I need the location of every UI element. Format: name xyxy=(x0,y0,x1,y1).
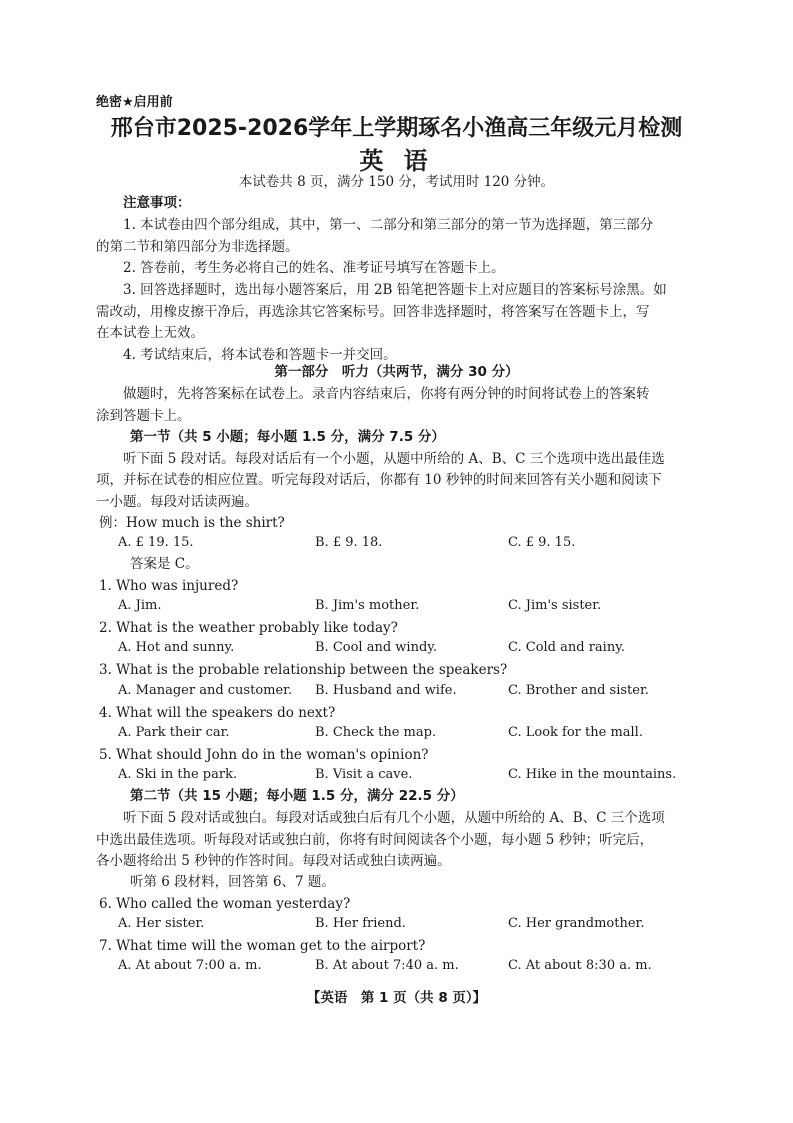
question-1-option-b: B. Jim's mother. xyxy=(315,598,420,613)
notice-line: 3. 回答选择题时，选出每小题答案后，用 2B 铅笔把答题卡上对应题目的答案标号涂黑。如 xyxy=(123,282,667,298)
question-7-option-b: B. At about 7:40 a. m. xyxy=(315,958,459,973)
question-6-option-a: A. Her sister. xyxy=(118,916,205,931)
question-4: 4. What will the speakers do next? xyxy=(99,705,336,721)
example-option-c: C. £ 9. 15. xyxy=(508,535,576,550)
question-5-option-a: A. Ski in the park. xyxy=(118,767,238,782)
part1-heading: 第一部分 听力（共两节，满分 30 分） xyxy=(274,364,519,380)
confidential-mark: 绝密★启用前 xyxy=(96,95,173,110)
section2-heading: 第二节（共 15 小题；每小题 1.5 分，满分 22.5 分） xyxy=(130,788,464,804)
question-1-option-a: A. Jim. xyxy=(118,598,162,613)
question-3-option-c: C. Brother and sister. xyxy=(508,683,649,698)
question-4-option-b: B. Check the map. xyxy=(315,725,437,740)
question-3-option-b: B. Husband and wife. xyxy=(315,683,457,698)
question-5: 5. What should John do in the woman's opinion? xyxy=(99,747,429,763)
notice-line: 需改动，用橡皮擦干净后，再选涂其它答案标号。回答非选择题时，将答案写在答题卡上，写 xyxy=(96,304,650,320)
notice-line: 在本试卷上无效。 xyxy=(96,325,204,341)
question-2: 2. What is the weather probably like today? xyxy=(99,620,398,636)
material-note: 听第 6 段材料，回答第 6、7 题。 xyxy=(130,874,335,890)
section2-intro: 各小题将给出 5 秒钟的作答时间。每段对话或独白读两遍。 xyxy=(96,853,451,869)
question-1-option-c: C. Jim's sister. xyxy=(508,598,602,613)
part1-intro: 涂到答题卡上。 xyxy=(96,408,191,424)
page-footer: 【英语 第 1 页（共 8 页）】 xyxy=(306,990,487,1006)
example-option-a: A. £ 19. 15. xyxy=(118,535,194,550)
notice-line: 4. 考试结束后，将本试卷和答题卡一并交回。 xyxy=(123,347,397,363)
question-6-option-b: B. Her friend. xyxy=(315,916,406,931)
notice-heading: 注意事项： xyxy=(123,195,191,211)
example-question: 例：How much is the shirt? xyxy=(99,515,285,531)
question-2-option-a: A. Hot and sunny. xyxy=(118,640,235,655)
example-answer: 答案是 C。 xyxy=(130,556,199,572)
question-2-option-c: C. Cold and rainy. xyxy=(508,640,625,655)
question-4-option-c: C. Look for the mall. xyxy=(508,725,643,740)
section1-intro: 项，并标在试卷的相应位置。听完每段对话后，你都有 10 秒钟的时间来回答有关小题和阅读下 xyxy=(96,472,662,488)
question-7: 7. What time will the woman get to the airport? xyxy=(99,938,426,954)
question-6-option-c: C. Her grandmother. xyxy=(508,916,645,931)
section1-intro: 一小题。每段对话读两遍。 xyxy=(96,494,258,510)
exam-title: 邢台市2025-2026学年上学期琢名小渔高三年级元月检测 xyxy=(110,116,683,141)
notice-line: 1. 本试卷由四个部分组成，其中，第一、二部分和第三部分的第一节为选择题，第三部分 xyxy=(123,217,654,233)
subject-title: 英 语 xyxy=(359,147,434,175)
exam-info: 本试卷共 8 页，满分 150 分，考试用时 120 分钟。 xyxy=(238,174,555,190)
question-1: 1. Who was injured? xyxy=(99,578,239,594)
question-3-option-a: A. Manager and customer. xyxy=(118,683,293,698)
question-5-option-b: B. Visit a cave. xyxy=(315,767,413,782)
question-6: 6. Who called the woman yesterday? xyxy=(99,896,351,912)
part1-intro: 做题时，先将答案标在试卷上。录音内容结束后，你将有两分钟的时间将试卷上的答案转 xyxy=(123,386,650,402)
section1-heading: 第一节（共 5 小题；每小题 1.5 分，满分 7.5 分） xyxy=(130,429,445,445)
question-3: 3. What is the probable relationship between the speakers? xyxy=(99,662,508,678)
section2-intro: 听下面 5 段对话或独白。每段对话或独白后有几个小题，从题中所给的 A、B、C 三个选项 xyxy=(123,810,665,826)
notice-line: 2. 答卷前，考生务必将自己的姓名、准考证号填写在答题卡上。 xyxy=(123,260,505,276)
question-5-option-c: C. Hike in the mountains. xyxy=(508,767,677,782)
question-4-option-a: A. Park their car. xyxy=(118,725,230,740)
question-2-option-b: B. Cool and windy. xyxy=(315,640,438,655)
notice-line: 的第二节和第四部分为非选择题。 xyxy=(96,239,299,255)
question-7-option-a: A. At about 7:00 a. m. xyxy=(118,958,262,973)
section2-intro: 中选出最佳选项。听每段对话或独白前，你将有时间阅读各个小题，每小题 5 秒钟；听完后， xyxy=(96,832,654,848)
question-7-option-c: C. At about 8:30 a. m. xyxy=(508,958,652,973)
example-option-b: B. £ 9. 18. xyxy=(315,535,383,550)
section1-intro: 听下面 5 段对话。每段对话后有一个小题，从题中所给的 A、B、C 三个选项中选出最佳选 xyxy=(123,451,665,467)
